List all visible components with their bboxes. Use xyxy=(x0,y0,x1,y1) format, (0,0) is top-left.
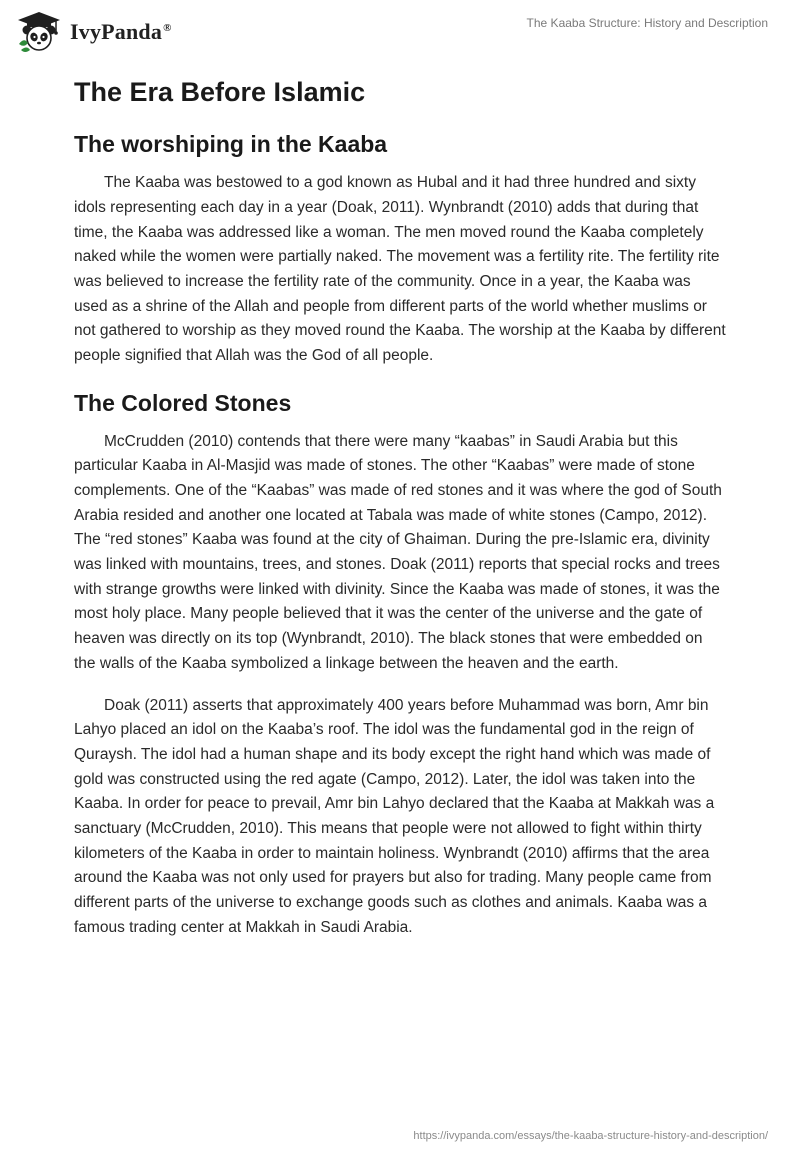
trademark-mark: ® xyxy=(163,21,172,34)
source-url[interactable]: https://ivypanda.com/essays/the-kaaba-structure-history-and-description/ xyxy=(413,1130,768,1142)
section-title: The Era Before Islamic xyxy=(74,77,366,107)
paragraph-worship: The Kaaba was bestowed to a god known as Hubal and it had three hundred and sixty idols representing each day in a year (Doak, 2011). Wynbrandt (2010) adds that during that time, the Kaaba was addressed like a woman. The men moved round the Kaaba completely naked while the women were partially naked. The movement was a fertility rite. The fertility rite was believed to increase the fertility rate of the community. Once in a year, the Kaaba was used as a shrine of the Allah and people from different parts of the world whether muslims or not gathered to worship as they moved round the Kaaba. The worship at the Kaaba by different people signified that Allah was the God of all people. xyxy=(74,174,726,365)
subsection-title-colored-stones: The Colored Stones xyxy=(74,389,292,416)
paragraph-colored-stones-2: Doak (2011) asserts that approximately 400 years before Muhammad was born, Amr bin Lahyo placed an idol on the Kaaba’s roof. The idol was the fundamental god in the reign of Quraysh. The idol had a human shape and its body except the right hand which was made of gold was constructed using the red agate (Campo, 2012). Later, the idol was taken into the Kaaba. In order for peace to prevail, Amr bin Lahyo declared that the Kaaba at Makkah was a sanctuary (McCrudden, 2010). This means that people were not allowed to fight within thirty kilometers of the Kaaba in order to maintain holiness. Wynbrandt (2010) affirms that the area around the Kaaba was not only used for prayers but also for trading. Many people came from different parts of the universe to exchange goods such as clothes and animals. Kaaba was a famous trading center at Makkah in Saudi Arabia. xyxy=(74,696,715,936)
ivypanda-logo[interactable] xyxy=(16,10,172,54)
panda-graduate-logo-icon xyxy=(16,10,62,54)
page-header xyxy=(0,0,800,62)
brand-name: IvyPanda® xyxy=(70,19,172,44)
document-title: The Kaaba Structure: History and Description xyxy=(526,16,768,30)
essay-content xyxy=(74,68,726,958)
paragraph-colored-stones-1: McCrudden (2010) contends that there were many “kaabas” in Saudi Arabia but this particular Kaaba in Al-Masjid was made of stones. The other “Kaabas” were made of stone complements. One of the “Kaabas” was made of red stones and it was where the god of South Arabia resided and another one located at Tabala was made of white stones (Campo, 2012). The “red stones” Kaaba was found at the city of Ghaiman. During the pre-Islamic era, divinity was linked with mountains, trees, and stones. Doak (2011) reports that special rocks and trees with strange growths were linked with divinity. Since the Kaaba was made of stones, it was the most holy place. Many people believed that it was the center of the universe and the gate of heaven was directly on its top (Wynbrandt, 2010). The black stones that were embedded on the walls of the Kaaba symbolized a linkage between the heaven and the earth. xyxy=(74,432,722,672)
subsection-title-worship: The worshiping in the Kaaba xyxy=(74,131,388,158)
